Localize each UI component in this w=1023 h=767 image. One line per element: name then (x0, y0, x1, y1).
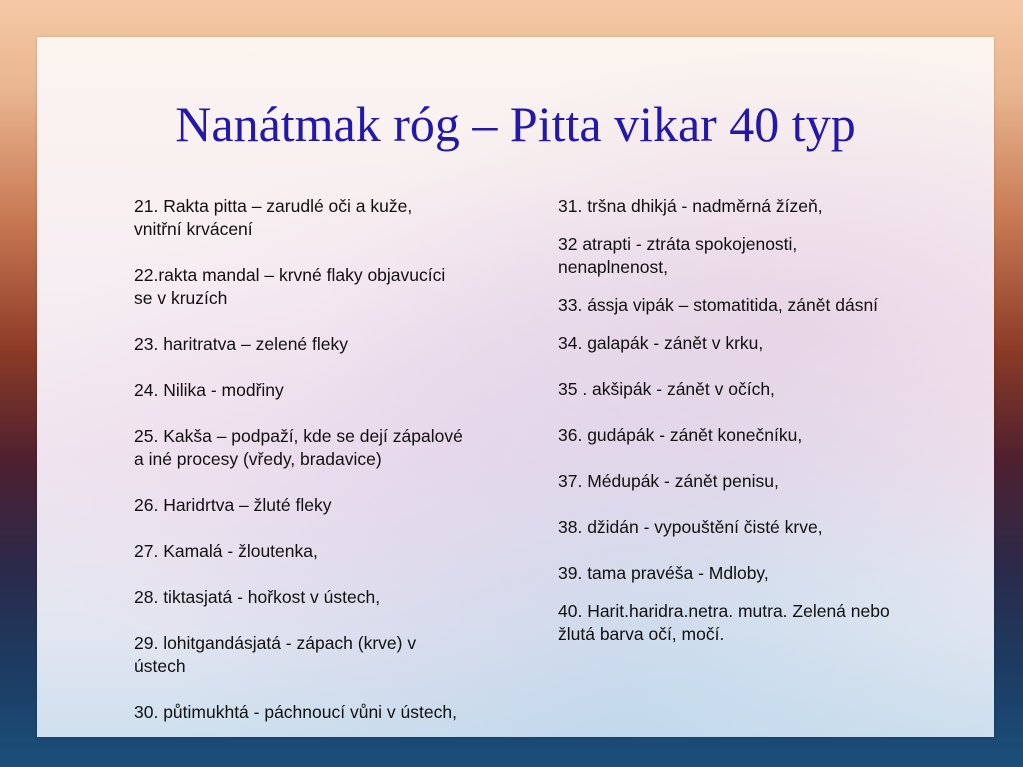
list-item-34: 34. galapák - zánět v krku, (558, 333, 764, 353)
list-item-30: 30. půtimukhtá - páchnoucí vůni v ústech, (134, 702, 457, 722)
list-item-31: 31. tršna dhikjá - nadměrná žízeň, (558, 196, 823, 216)
list-item-21: 21. Rakta pitta – zarudlé oči a kuže, vnitřní krvácení (134, 196, 413, 239)
list-item-22: 22.rakta mandal – krvné flaky objavucíci se v kruzích (134, 265, 446, 308)
list-item-40: 40. Harit.haridra.netra. mutra. Zelená nebo žlutá barva očí, močí. (558, 601, 890, 644)
list-item-24: 24. Nilika - modřiny (134, 380, 284, 400)
list-item-23: 23. haritratva – zelené fleky (134, 334, 349, 354)
list-item-33: 33. ássja vipák – stomatitida, zánět dásní (558, 295, 879, 315)
slide-title: Nanátmak róg – Pitta vikar 40 typ (175, 96, 856, 152)
slide-panel (37, 37, 994, 737)
list-item-32: 32 atrapti - ztráta spokojenosti, nenaplnenost, (558, 234, 798, 277)
right-column (558, 195, 968, 669)
list-item-29: 29. lohitgandásjatá - zápach (krve) v ústech (134, 633, 417, 676)
list-item-36: 36. gudápák - zánět konečníku, (558, 425, 803, 445)
list-item-27: 27. Kamalá - žloutenka, (134, 541, 318, 561)
list-item-25: 25. Kakša – podpaží, kde se dejí zápalové a iné procesy (vředy, bradavice) (134, 426, 463, 469)
left-column (134, 195, 534, 747)
list-item-37: 37. Médupák - zánět penisu, (558, 471, 779, 491)
list-item-28: 28. tiktasjatá - hořkost v ústech, (134, 587, 381, 607)
list-item-38: 38. džidán - vypouštění čisté krve, (558, 517, 823, 537)
list-item-26: 26. Haridrtva – žluté fleky (134, 495, 332, 515)
list-item-35: 35 . akšipák - zánět v očích, (558, 379, 775, 399)
list-item-39: 39. tama pravéša - Mdloby, (558, 563, 769, 583)
